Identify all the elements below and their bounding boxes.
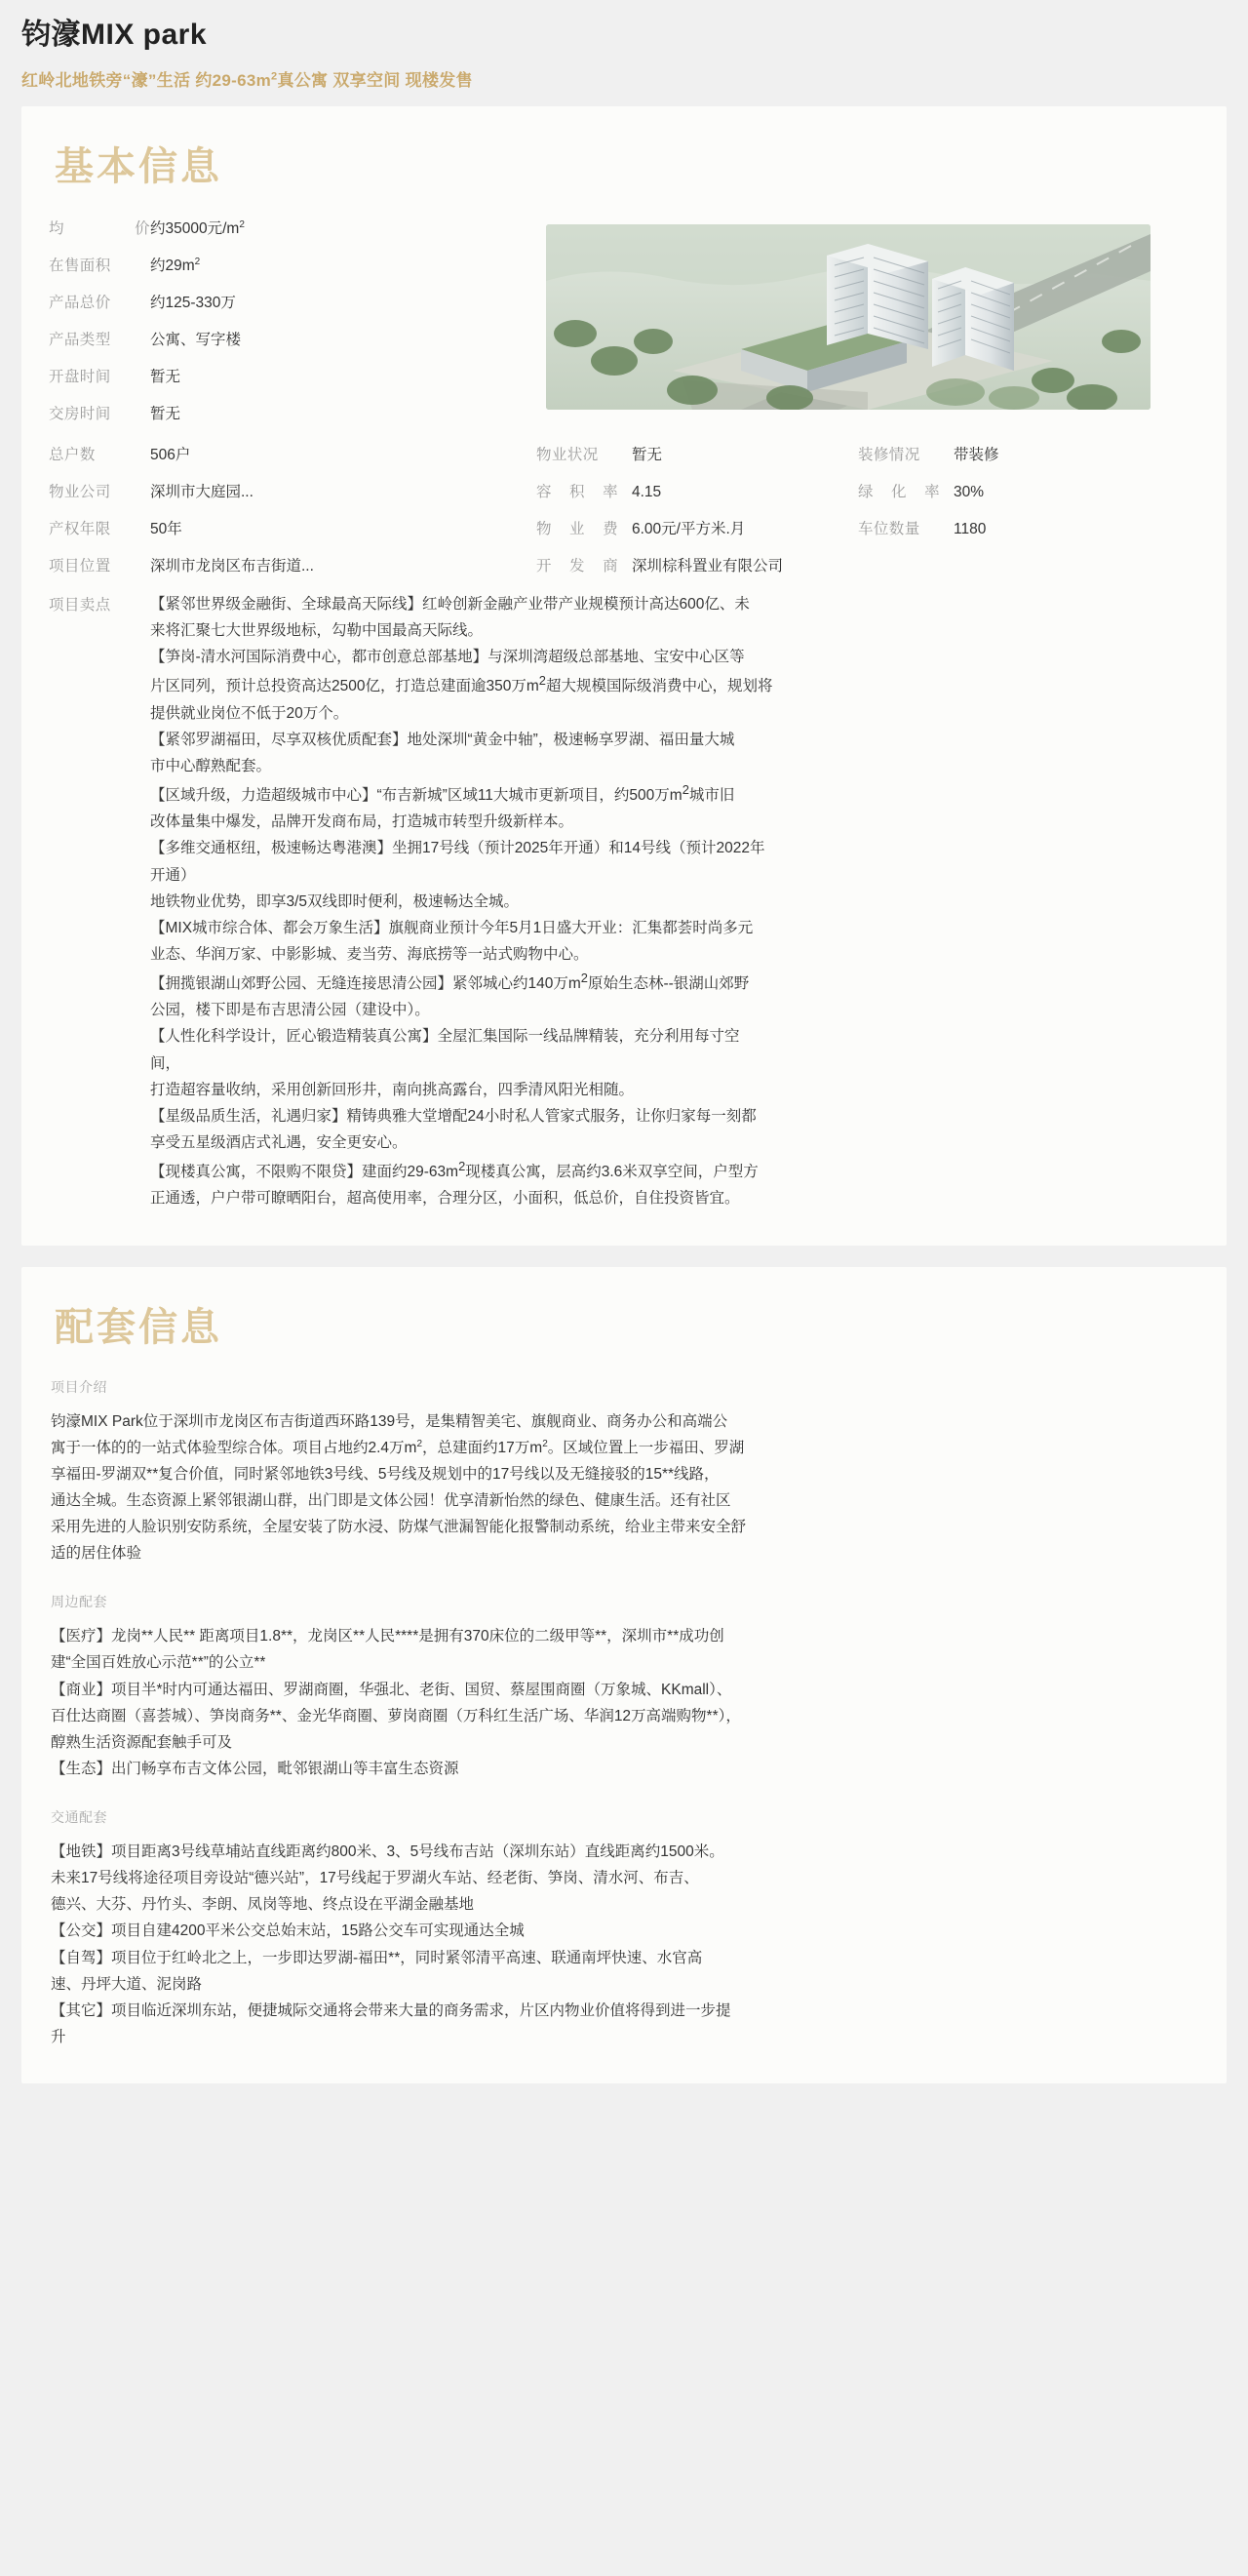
basic-info-cell-key: 容 积 率	[536, 484, 618, 500]
basic-info-cell-value: 深圳市大庭园...	[150, 484, 254, 500]
selling-point-line: 【拥揽银湖山郊野公园、无缝连接思清公园】紧邻城心约140万$m^2$原始生态林--银湖山郊野	[150, 971, 750, 993]
basic-info-cell-value: 6.00元/平方米.月	[632, 521, 746, 537]
page-header	[0, 0, 1248, 106]
basic-info-cell-key: 物 业 费	[536, 521, 618, 537]
traffic-line: 【自驾】项目位于红岭北之上，一步即达罗湖-福田**，同时紧邻清平高速、联通南坪快速、水官高	[51, 1949, 703, 1966]
basic-info-cell-value: 1180	[954, 521, 987, 537]
project-intro-line: 寓于一体的的一站式体验型综合体。项目占地约2.4万$m^2$，总建面约17万$m^2$。区域位置上一步福田、罗湖	[51, 1438, 745, 1456]
basic-info-image-wrap	[536, 217, 1199, 410]
project-intro-line: 通达全城。生态资源上紧邻银湖山群，出门即是文体公园！优享清新怡然的绿色、健康生活。还有社区	[51, 1491, 731, 1509]
project-intro-line: 适的居住体验	[51, 1545, 142, 1563]
selling-point-line: 【现楼真公寓，不限购不限贷】建面约$29-63m^2$现楼真公寓，层高约3.6米双享空间，户型方	[150, 1159, 759, 1181]
basic-info-row	[49, 254, 536, 275]
selling-point-line: 【笋岗-清水河国际消费中心，都市创意总部基地】与深圳湾超级总部基地、宝安中心区等	[150, 649, 745, 666]
selling-point-line: 公园，楼下即是布吉思清公园（建设中）。	[150, 1002, 430, 1019]
selling-points-block	[49, 591, 1199, 1212]
basic-info-row-value: 约$29m^2$	[150, 256, 201, 274]
traffic-line: 未来17号线将途径项目旁设站“德兴站”，17号线起于罗湖火车站、经老街、笋岗、清水河、布吉、	[51, 1870, 699, 1887]
basic-info-cell-value: 带装修	[954, 447, 999, 463]
basic-info-cell	[49, 554, 536, 575]
basic-info-cell	[536, 517, 858, 538]
basic-info-cell-value: 30%	[954, 484, 985, 500]
basic-info-cell-key: 车位数量	[858, 521, 920, 537]
project-aerial-rendering	[546, 224, 1150, 410]
basic-info-grid-row	[49, 554, 1199, 575]
selling-point-line: 提供就业岗位不低于20万个。	[150, 704, 349, 722]
basic-info-row	[49, 402, 536, 423]
basic-info-row-value: 暂无	[150, 406, 181, 422]
basic-info-row-value: 约125-330万	[150, 295, 236, 311]
basic-info-cell-value: 506户	[150, 447, 191, 463]
selling-point-line: 【星级品质生活，礼遇归家】精铸典雅大堂增配24小时私人管家式服务，让你归家每一刻都	[150, 1107, 757, 1125]
basic-info-grid-row	[49, 443, 1199, 464]
basic-info-row-key: 交房时间	[49, 406, 111, 422]
selling-point-line: 【紧邻世界级金融街、全球最高天际线】红岭创新金融产业带产业规模预计高达600亿、未	[150, 596, 750, 613]
basic-info-row-value: 公寓、写字楼	[150, 332, 242, 348]
basic-info-title: 基本信息	[55, 145, 222, 188]
traffic-body	[51, 1839, 1199, 2050]
basic-info-cell-value: 深圳棕科置业有限公司	[632, 558, 784, 575]
selling-point-line: 间，	[150, 1054, 181, 1072]
basic-info-cell-key: 物业公司	[49, 484, 111, 500]
project-intro-body	[51, 1408, 1199, 1567]
basic-info-cell-value: 深圳市龙岗区布吉街道...	[150, 558, 314, 575]
selling-point-line: 正通透，户户带可瞭晒阳台，超高使用率，合理分区，小面积，低总价，自住投资皆宜。	[150, 1190, 740, 1208]
traffic-line: 【其它】项目临近深圳东站，便捷城际交通将会带来大量的商务需求，片区内物业价值将得到进一步提	[51, 2001, 731, 2019]
selling-point-line: 业态、华润万家、中影影城、麦当劳、海底捞等一站式购物中心。	[150, 945, 589, 963]
basic-info-grid-row	[49, 517, 1199, 538]
around-body	[51, 1623, 1199, 1782]
selling-point-line: 片区同列，预计总投资高达2500亿，打造总建面逾350万$m^2$超大规模国际级消费中心，规划将	[150, 673, 773, 695]
basic-info-cell-key: 产权年限	[49, 521, 111, 537]
traffic-label: 交通配套	[51, 1809, 107, 1825]
basic-info-cell	[858, 554, 1199, 575]
basic-info-row	[49, 365, 536, 386]
basic-info-grid	[49, 443, 1199, 575]
selling-point-line: 开通）	[150, 866, 196, 884]
project-intro-line: 享福田-罗湖双**复合价值，同时紧邻地铁3号线、5号线及规划中的17号线以及无缝接驳的15**线路，	[51, 1465, 720, 1483]
selling-point-line: 地铁物业优势，即享3/5双线即时便利，极速畅达全城。	[150, 892, 520, 910]
basic-info-row	[49, 217, 536, 238]
rendering-illustration	[546, 224, 1150, 410]
project-intro-label: 项目介绍	[51, 1378, 107, 1395]
basic-info-cell-key: 装修情况	[858, 447, 920, 463]
basic-info-row-key: 产品总价	[49, 295, 111, 311]
selling-point-line: 【多维交通枢纽，极速畅达粤港澳】坐拥17号线（预计2025年开通）和14号线（预计2022年	[150, 840, 765, 857]
basic-info-cell-key: 物业状况	[536, 447, 599, 463]
basic-info-row-key: 均 价	[49, 220, 150, 237]
basic-info-cell	[536, 443, 858, 464]
basic-info-row-key: 开盘时间	[49, 369, 111, 385]
traffic-line: 升	[51, 2028, 66, 2045]
selling-point-line: 打造超容量收纳，采用创新回形井，南向挑高露台，四季清风阳光相随。	[150, 1081, 635, 1098]
basic-info-cell-value: 4.15	[632, 484, 662, 500]
page-subtitle: 红岭北地铁旁“濠”生活 约$29-63m^2$真公寓 双享空间 现楼发售	[21, 70, 473, 90]
basic-info-cell-key: 项目位置	[49, 558, 111, 575]
basic-info-left-column	[49, 217, 536, 439]
basic-info-row-key: 在售面积	[49, 258, 111, 274]
selling-point-line: 【紧邻罗湖福田，尽享双核优质配套】地处深圳“黄金中轴”，极速畅享罗湖、福田量大城	[150, 731, 735, 748]
project-intro-line: 钧濠MIX Park位于深圳市龙岗区布吉街道西环路139号，是集精智美宅、旗舰商业、商务办公和高端公	[51, 1412, 728, 1430]
basic-info-cell	[49, 517, 536, 538]
basic-info-cell	[536, 480, 858, 501]
basic-info-cell-value: 暂无	[632, 447, 663, 463]
around-label: 周边配套	[51, 1594, 107, 1610]
basic-info-cell	[49, 443, 536, 464]
basic-info-cell-value: 50年	[150, 521, 182, 537]
project-intro-line: 采用先进的人脸识别安防系统，全屋安装了防水浸、防煤气泄漏智能化报警制动系统，给业主带来安全舒	[51, 1519, 747, 1535]
basic-info-cell	[858, 480, 1199, 501]
traffic-line: 速、丹坪大道、泥岗路	[51, 1975, 203, 1993]
around-line: 百仕达商圈（喜荟城）、笋岗商务**、金光华商圈、萝岗商圈（万科红生活广场、华润12万高端购物**），	[51, 1707, 741, 1724]
selling-point-line: 【人性化科学设计，匠心锻造精装真公寓】全屋汇集国际一线品牌精装，充分利用每寸空	[150, 1028, 740, 1046]
traffic-line: 【地铁】项目距离3号线草埔站直线距离约800米、3、5号线布吉站（深圳东站）直线距离约1500米。	[51, 1843, 724, 1860]
selling-point-line: 【MIX城市综合体、都会万象生活】旗舰商业预计今年5月1日盛大开业：汇集都荟时尚多元	[150, 919, 754, 936]
basic-info-cell	[49, 480, 536, 501]
basic-info-cell	[858, 443, 1199, 464]
around-line: 【商业】项目半*时内可通达福田、罗湖商圈，华强北、老街、国贸、蔡屋围商圈（万象城、KKmall）、	[51, 1681, 732, 1698]
around-line: 建“全国百姓放心示范**”的公立**	[51, 1654, 266, 1672]
traffic-line: 德兴、大芬、丹竹头、李朗、凤岗等地、终点设在平湖金融基地	[51, 1896, 475, 1914]
around-line: 醇熟生活资源配套触手可及	[51, 1733, 233, 1751]
basic-info-row	[49, 328, 536, 349]
peripheral-info-card	[21, 1267, 1227, 2084]
basic-info-card	[21, 106, 1227, 1246]
basic-info-cell-key: 总 户 数	[49, 447, 96, 463]
basic-info-row	[49, 291, 536, 312]
selling-points-body	[150, 591, 1199, 1212]
selling-points-label: 项目卖点	[49, 597, 111, 614]
selling-point-line: 享受五星级酒店式礼遇，安全更安心。	[150, 1133, 408, 1151]
basic-info-row-value: 暂无	[150, 369, 181, 385]
basic-info-cell-key: 开 发 商	[536, 558, 618, 575]
traffic-line: 【公交】项目自建4200平米公交总始末站，15路公交车可实现通达全城	[51, 1922, 525, 1940]
selling-point-line: 来将汇聚七大世界级地标，勾勒中国最高天际线。	[150, 622, 484, 640]
basic-info-grid-row	[49, 480, 1199, 501]
basic-info-row-key: 产品类型	[49, 332, 111, 348]
basic-info-top	[49, 217, 1199, 439]
peripheral-info-title: 配套信息	[55, 1305, 222, 1349]
selling-point-line: 改体量集中爆发，品牌开发商布局，打造城市转型升级新样本。	[150, 813, 574, 831]
basic-info-row-value: 约35000元$/m^2$	[150, 218, 245, 237]
basic-info-cell	[536, 554, 858, 575]
selling-point-line: 【区域升级，力造超级城市中心】“布吉新城”区域11大城市更新项目，约500万$m^2$城市旧	[150, 782, 735, 805]
selling-point-line: 市中心醇熟配套。	[150, 757, 272, 774]
basic-info-cell	[858, 517, 1199, 538]
basic-info-cell-key: 绿 化 率	[858, 484, 940, 500]
around-line: 【生态】出门畅享布吉文体公园，毗邻银湖山等丰富生态资源	[51, 1760, 459, 1777]
around-line: 【医疗】龙岗**人民** 距离项目1.8**，龙岗区**人民****是拥有370床位的二级甲等**，深圳市**成功创	[51, 1628, 724, 1645]
page-title: 钧濠MIX park	[21, 19, 208, 51]
